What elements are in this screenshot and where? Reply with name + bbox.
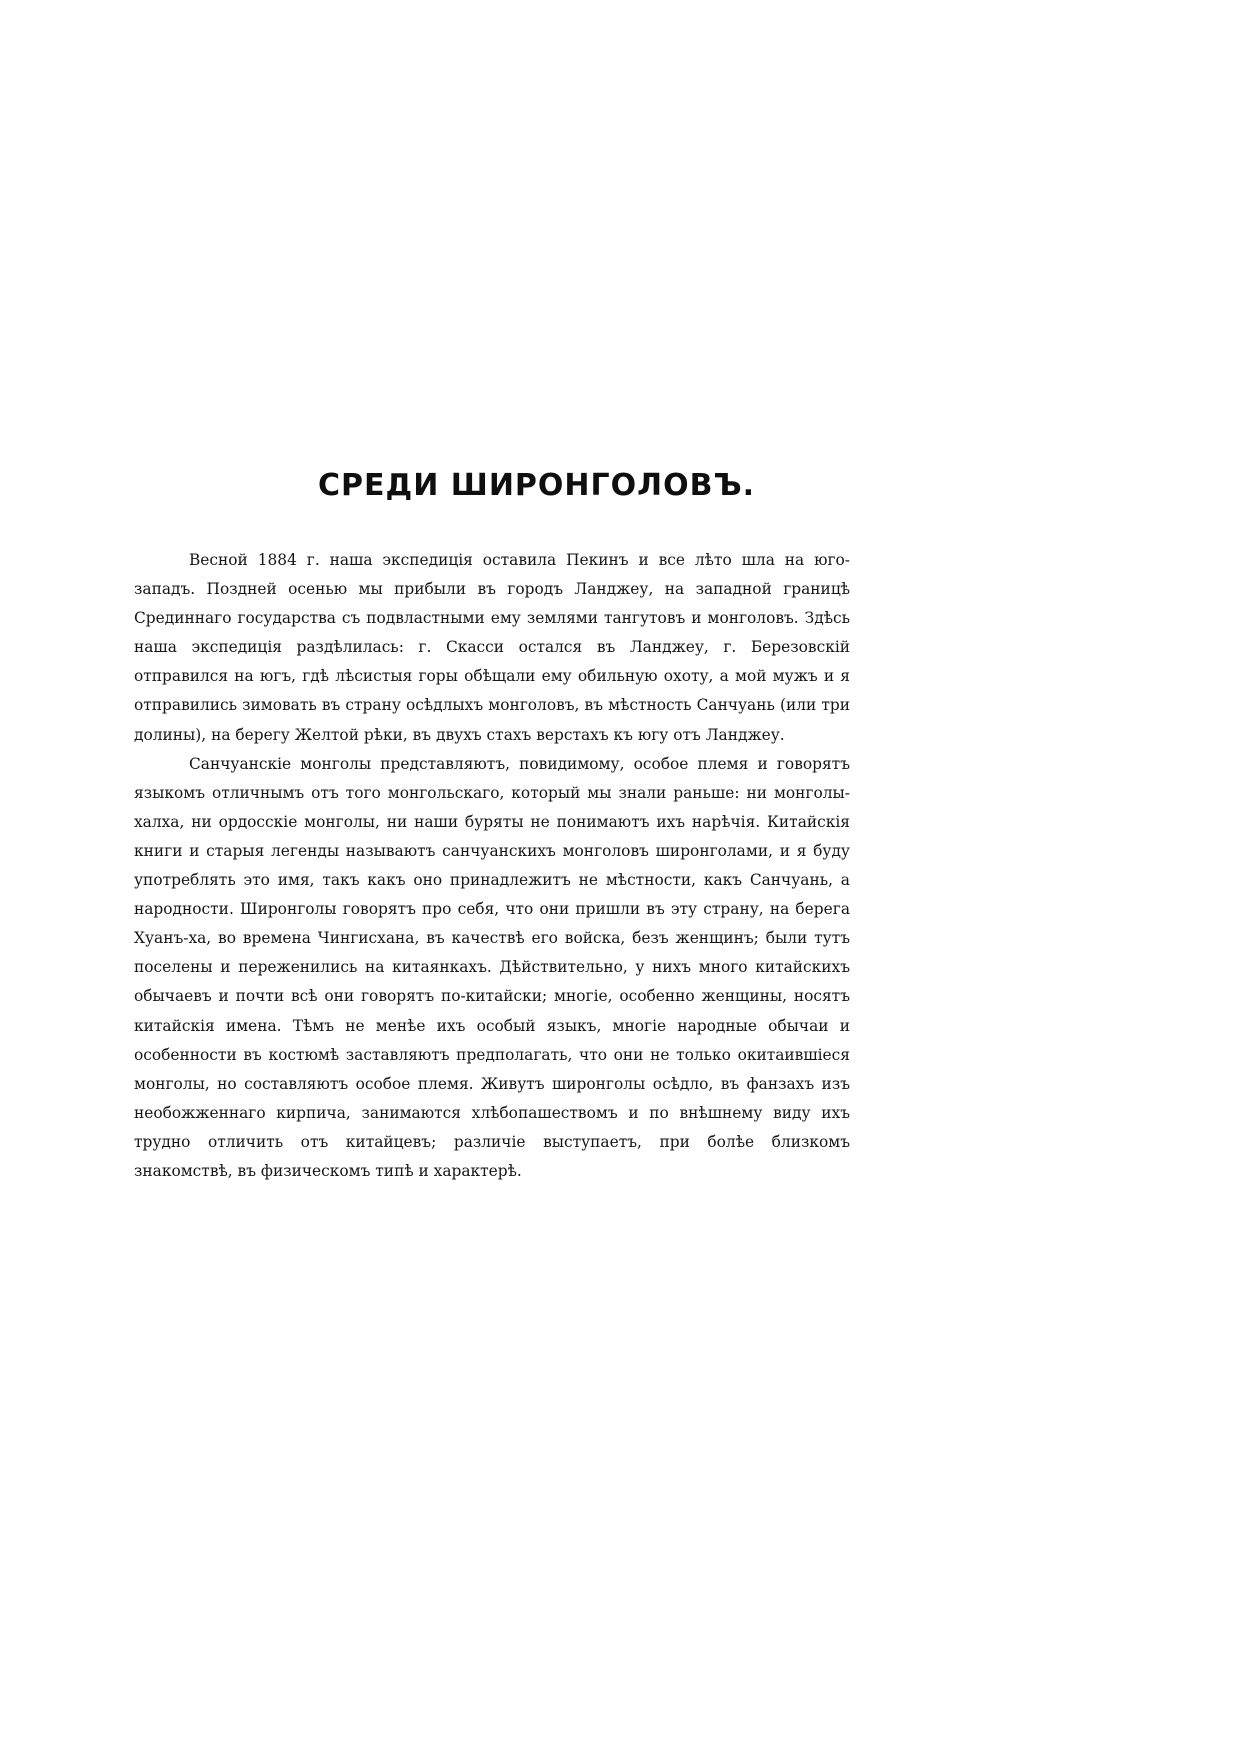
paragraph-1: Весной 1884 г. наша экспедиція оставила Пекинъ и все лѣто шла на юго-западъ. Поздней осенью мы прибыли въ городъ Ланджеу, на западной границѣ Срединнаго государства съ подвластными ему землями тангутовъ и монголовъ. Здѣсь наша экспедиція раздѣлилась: г. Скасси остался въ Ланджеу, г. Березовскій отправился на югъ, гдѣ лѣсистыя горы обѣщали ему обильную охоту, а мой мужъ и я отправились зимовать въ страну осѣдлыхъ монголовъ, въ мѣстность Санчуань (или три долины), на берегу Желтой рѣки, въ двухъ стахъ верстахъ къ югу отъ Ланджеу. <box>134 551 850 744</box>
paragraph-2: Санчуанскіе монголы представляютъ, повидимому, особое племя и говорятъ языкомъ отличнымъ отъ того монгольскаго, который мы знали раньше: ни монголы-халха, ни ордосскіе монголы, ни наши буряты не понимаютъ ихъ нарѣчія. Китайскія книги и старыя легенды называютъ санчуанскихъ монголовъ широнголами, и я буду употреблять это имя, такъ какъ оно принадлежитъ не мѣстности, какъ Санчуань, а народности. Широнголы говорятъ про себя, что они пришли въ эту страну, на берега Хуанъ-ха, во времена Чингисхана, въ качествѣ его войска, безъ женщинъ; были тутъ поселены и переженились на китаянкахъ. Дѣйствительно, у нихъ много китайскихъ обычаевъ и почти всѣ они говорятъ по-китайски; многіе, особенно женщины, носятъ китайскія имена. Тѣмъ не менѣе ихъ особый языкъ, многіе народные обычаи и особенности въ костюмѣ заставляютъ предполагать, что они не только окитаившіеся монголы, но составляютъ особое племя. Живутъ широнголы осѣдло, въ фанзахъ изъ необожженнаго кирпича, занимаются хлѣбопашествомъ и по внѣшнему виду ихъ трудно отличить отъ китайцевъ; различіе выступаетъ, при болѣе близкомъ знакомствѣ, въ физическомъ типѣ и характерѣ. <box>134 754 850 1180</box>
page-title: СРЕДИ ШИРОНГОЛОВЪ. <box>318 468 756 503</box>
body-text <box>134 546 850 1186</box>
